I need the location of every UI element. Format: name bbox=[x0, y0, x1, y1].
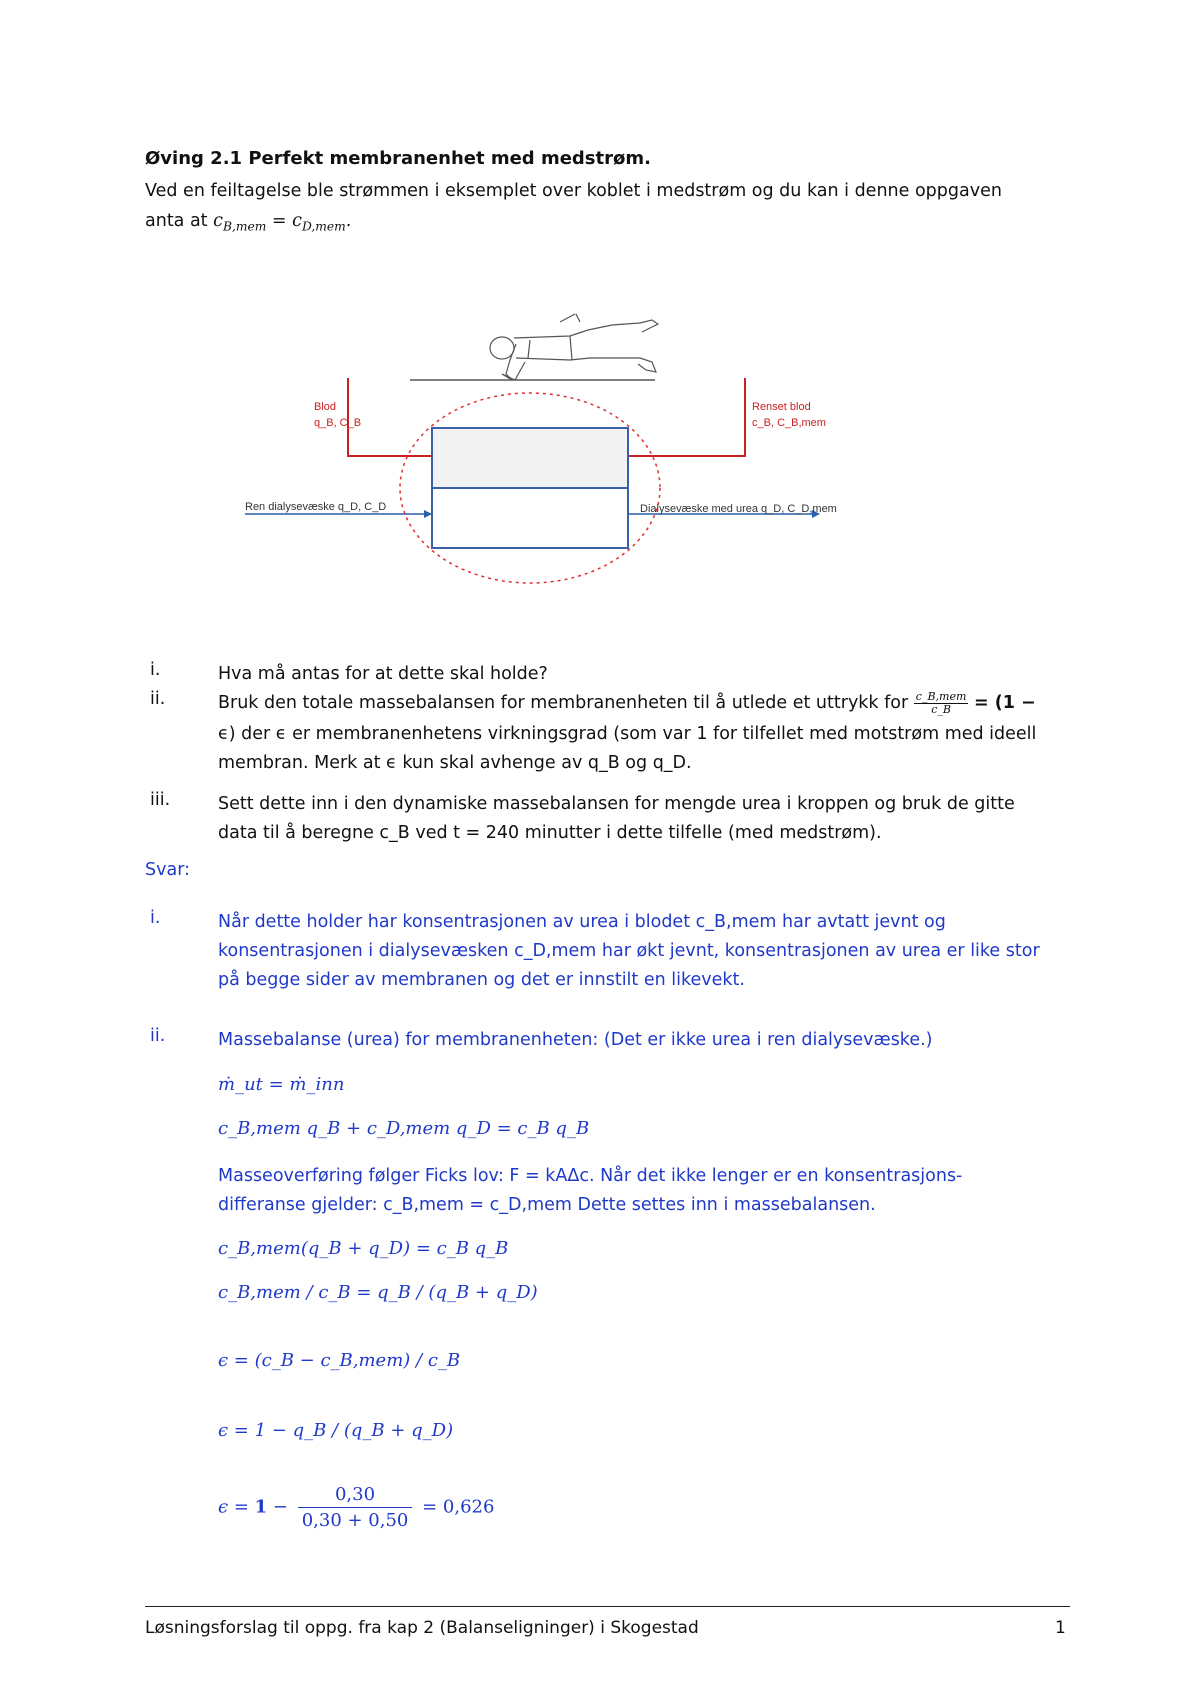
intro-paragraph bbox=[145, 176, 1065, 242]
answer-i-num: i. bbox=[150, 908, 161, 928]
equation-7-fraction: $\frac{0,30}{0,30 + 0,50}$ bbox=[298, 1484, 413, 1531]
question-i: Hva må antas for at dette skal holde? bbox=[218, 664, 548, 684]
intro-line-1: Ved en feiltagelse ble strømmen i eksemplet over koblet i medstrøm og du kan i denne oppgaven bbox=[145, 181, 1002, 201]
footer-text: Løsningsforslag til oppg. fra kap 2 (Balanseligninger) i Skogestad bbox=[145, 1618, 699, 1638]
equation-7: ϵ = 1 − $\frac{0,30}{0,30 + 0,50}$ = 0,626 bbox=[218, 1484, 495, 1531]
blood-label: Blod bbox=[314, 401, 337, 413]
equation-2: c_B,mem q_B + c_D,mem q_D = c_B q_B bbox=[218, 1118, 590, 1139]
page-title: Øving 2.1 Perfekt membranenhet med medstrøm. bbox=[145, 148, 651, 169]
answer-i: Når dette holder har konsentrasjonen av urea i blodet c_B,mem har avtatt jevnt og konsentrasjonen i dialysevæsken c_D,mem har økt jevnt, konsentrasjonen av urea er like stor på begge sider av membranen og det er innstilt en likevekt. bbox=[218, 912, 1040, 990]
answer-ii-num: ii. bbox=[150, 1026, 166, 1046]
membrane-diagram bbox=[240, 300, 920, 640]
answer-heading: Svar: bbox=[145, 860, 190, 880]
blood-outlet-line bbox=[628, 378, 745, 456]
dialysate-out-label: Dialysevæske med urea q_D, C_D,mem bbox=[640, 503, 837, 515]
intro-equation: $c_{B,mem} = c_{D,mem}$. bbox=[213, 211, 352, 234]
answer-ii-intro: Massebalanse (urea) for membranenheten: (Det er ikke urea i ren dialysevæske.) bbox=[218, 1030, 933, 1050]
blood-vars: q_B, C_B bbox=[314, 417, 362, 429]
footer-divider bbox=[145, 1606, 1070, 1607]
equation-7-result: 0,626 bbox=[442, 1496, 495, 1518]
equation-5: ϵ = (c_B − c_B,mem) / c_B bbox=[218, 1350, 461, 1371]
equation-3: c_B,mem(q_B + q_D) = c_B q_B bbox=[218, 1238, 509, 1259]
question-ii-num: ii. bbox=[150, 689, 166, 709]
question-iii: Sett dette inn i den dynamiske massebalansen for mengde urea i kroppen og bruk de gitte data til å beregne c_B ved t = 240 minutter i dette tilfelle (med medstrøm). bbox=[218, 794, 1015, 843]
question-ii-fraction: $\frac{\text{c\_B,mem}}{c\_B}$ bbox=[915, 689, 967, 716]
equation-4: c_B,mem / c_B = q_B / (q_B + q_D) bbox=[218, 1282, 538, 1303]
intro-line-2: anta at $c_{B,mem} = c_{D,mem}$. bbox=[145, 211, 352, 234]
equation-1: ṁ_ut = ṁ_inn bbox=[218, 1074, 345, 1095]
question-i-num: i. bbox=[150, 660, 161, 680]
equation-6: ϵ = 1 − q_B / (q_B + q_D) bbox=[218, 1420, 454, 1441]
question-ii: Bruk den totale massebalansen for membranenheten til å utlede et uttrykk for $\frac{\text{c\_B,mem}}{c\_B}$ = (1 − ϵ) der ϵ er membranenhetens virkningsgrad (som var 1 for tilfellet med motstrøm med ideell membran. Merk at ϵ kun skal avhenge av q_B og q_D. bbox=[218, 689, 1037, 773]
question-iii-num: iii. bbox=[150, 790, 171, 810]
blood-compartment bbox=[432, 428, 628, 488]
dialysate-in-label: Ren dialysevæske q_D, C_D bbox=[245, 501, 387, 513]
fick-law-text: Masseoverføring følger Ficks lov: F = kAΔc. Når det ikke lenger er en konsentrasjons- differanse gjelder: c_B,mem = c_D,mem Dette settes inn i massebalansen. bbox=[218, 1166, 963, 1215]
dialysate-inlet-arrow bbox=[424, 510, 432, 518]
clean-blood-label: Renset blod bbox=[752, 401, 811, 413]
clean-blood-vars: c_B, C_B,mem bbox=[752, 417, 826, 429]
patient-figure bbox=[490, 314, 658, 380]
page-number: 1 bbox=[1055, 1618, 1066, 1638]
dialysate-compartment bbox=[432, 488, 628, 548]
